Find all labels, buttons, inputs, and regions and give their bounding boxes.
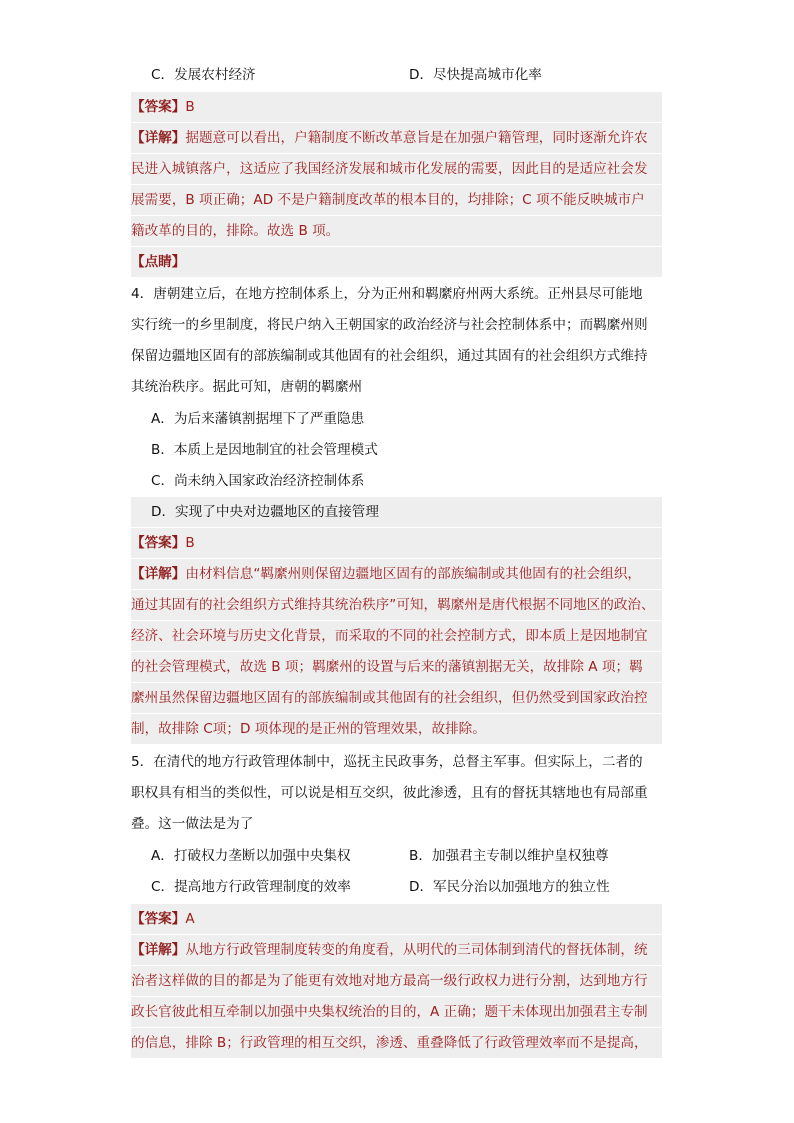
options-row <box>131 872 662 902</box>
options-row <box>131 841 662 871</box>
detail-text: 据题意可以看出，户籍制度不断改革意旨是在加强户籍管理，同时逐渐允许农 <box>185 130 648 146</box>
answer-line <box>131 904 662 934</box>
option-b: B．加强君主专制以维护皇权独尊 <box>409 848 609 864</box>
point-line <box>131 247 662 277</box>
answer-tag: 【答案】 <box>131 911 186 927</box>
answer-value: B <box>185 99 195 115</box>
question-stem: 保留边疆地区固有的部族编制或其他固有的社会组织，通过其固有的社会组织方式维持 <box>131 348 648 364</box>
detail-line: 縻州虽然保留边疆地区固有的部族编制或其他固有的社会组织，但仍然受到国家政治控 <box>131 683 662 713</box>
detail-line: 制，故排除 C项；D 项体现的是正州的管理效果，故排除。 <box>131 714 662 744</box>
question-stem: 4．唐朝建立后，在地方控制体系上，分为正州和羁縻府州两大系统。正州县尽可能地 <box>131 286 643 302</box>
answer-value: B <box>185 535 195 551</box>
question-stem: 5．在清代的地方行政管理体制中，巡抚主民政事务，总督主军事。但实际上，二者的 <box>131 754 643 770</box>
option-c: C．提高地方行政管理制度的效率 <box>151 879 351 895</box>
detail-tag: 【详解】 <box>131 130 186 146</box>
answer-tag: 【答案】 <box>131 99 186 115</box>
prev-options-row <box>131 60 662 90</box>
answer-line <box>131 528 662 558</box>
option-d: D．尽快提高城市化率 <box>409 67 542 83</box>
option-b: B．本质上是因地制宜的社会管理模式 <box>151 442 378 458</box>
detail-line: 治者这样做的目的都是为了能更有效地对地方最高一级行政权力进行分割，达到地方行 <box>131 966 662 996</box>
detail-line: 的社会管理模式，故选 B 项；羁縻州的设置与后来的藩镇割据无关，故排除 A 项；羁 <box>131 652 662 682</box>
option-a: A．打破权力垄断以加强中央集权 <box>151 848 351 864</box>
detail-line: 通过其固有的社会组织方式维持其统治秩序”可知，羁縻州是唐代根据不同地区的政治、 <box>131 590 662 620</box>
detail-line <box>131 559 662 589</box>
detail-line: 民进入城镇落户，这适应了我国经济发展和城市化发展的需要，因此目的是适应社会发 <box>131 154 662 184</box>
detail-line <box>131 935 662 965</box>
option-d: D．实现了中央对边疆地区的直接管理 <box>131 497 662 527</box>
answer-tag: 【答案】 <box>131 535 186 551</box>
detail-line: 的信息，排除 B；行政管理的相互交织，渗透、重叠降低了行政管理效率而不是提高， <box>131 1028 662 1058</box>
detail-text: 由材料信息“羁縻州则保留边疆地区固有的部族编制或其他固有的社会组织， <box>185 566 642 582</box>
option-a: A．为后来藩镇割据埋下了严重隐患 <box>151 411 365 427</box>
detail-tag: 【详解】 <box>131 566 186 582</box>
answer-line <box>131 92 662 122</box>
detail-line: 政长官彼此相互牵制以加强中央集权统治的目的，A 正确；题干未体现出加强君主专制 <box>131 997 662 1027</box>
question-stem: 其统治秩序。据此可知，唐朝的羁縻州 <box>131 379 363 395</box>
detail-line: 展需要，B 项正确；AD 不是户籍制度改革的根本目的，均排除；C 项不能反映城市户 <box>131 185 662 215</box>
point-tag: 【点睛】 <box>131 254 186 270</box>
detail-tag: 【详解】 <box>131 942 186 958</box>
option-d: D．军民分治以加强地方的独立性 <box>409 879 610 895</box>
detail-line: 经济、社会环境与历史文化背景，而采取的不同的社会控制方式，即本质上是因地制宜 <box>131 621 662 651</box>
option-c: C．尚未纳入国家政治经济控制体系 <box>151 473 365 489</box>
answer-value: A <box>185 911 195 927</box>
detail-line: 籍改革的目的，排除。故选 B 项。 <box>131 216 662 246</box>
detail-line <box>131 123 662 153</box>
question-stem: 职权具有相当的类似性，可以说是相互交织，彼此渗透，且有的督抚其辖地也有局部重 <box>131 785 648 801</box>
question-stem: 实行统一的乡里制度，将民户纳入王朝国家的政治经济与社会控制体系中；而羁縻州则 <box>131 317 648 333</box>
question-stem: 叠。这一做法是为了 <box>131 816 254 832</box>
detail-text: 从地方行政管理制度转变的角度看，从明代的三司体制到清代的督抚体制，统 <box>185 942 648 958</box>
option-c: C．发展农村经济 <box>151 67 256 83</box>
